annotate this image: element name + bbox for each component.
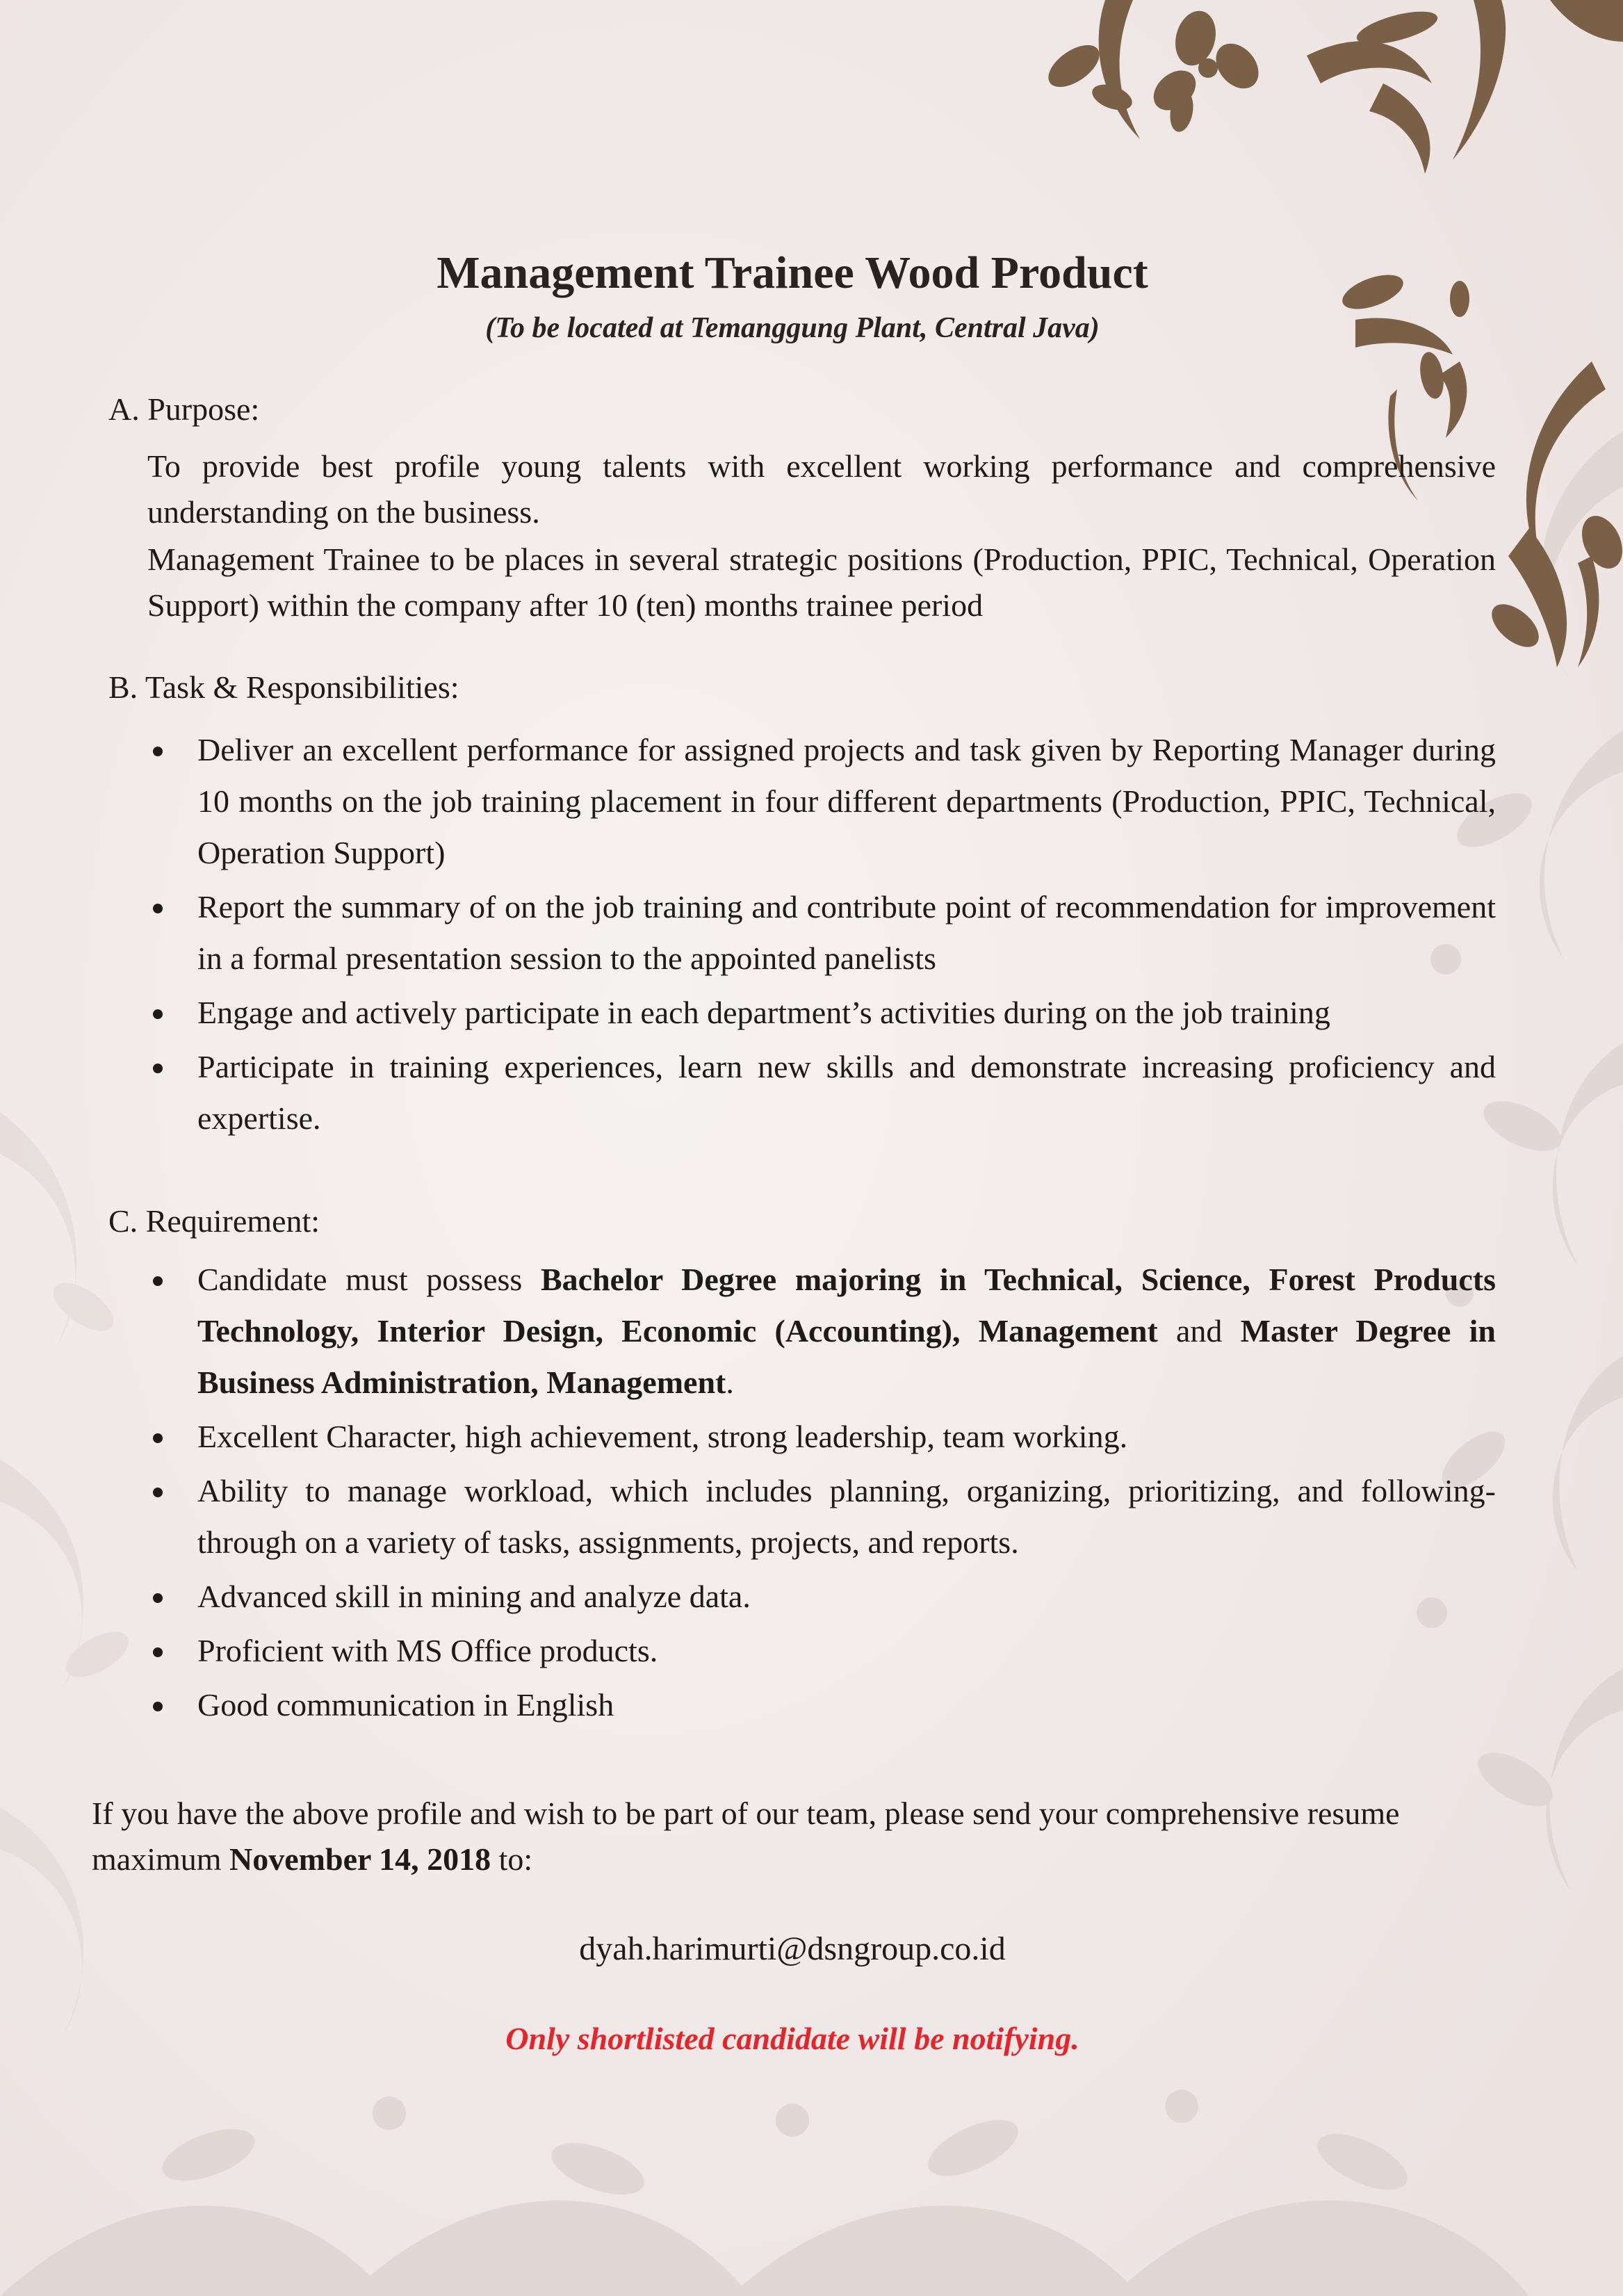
- closing-text: If you have the above profile and wish to be part of our team, please send your comprehensive resume maximum: [92, 1796, 1400, 1877]
- degree-prefix: Candidate must possess: [197, 1262, 541, 1297]
- list-item: Participate in training experiences, learn new skills and demonstrate increasing proficiency and expertise.: [147, 1041, 1496, 1144]
- requirement-list: [147, 1254, 1496, 1734]
- list-item: Report the summary of on the job training and contribute point of recommendation for improvement in a formal presentation session to the appointed panelists: [147, 881, 1496, 984]
- deadline: November 14, 2018: [229, 1841, 491, 1877]
- degree-majors: Bachelor Degree majoring in Technical, Science, Forest Products Technology, Interior Design, Economic (Accounting), Management: [197, 1262, 1496, 1349]
- master-degree: Master Degree in Business Administration, Management: [197, 1313, 1496, 1400]
- list-item: Ability to manage workload, which includes planning, organizing, prioritizing, and following-through on a variety of tasks, assignments, projects, and reports.: [147, 1465, 1496, 1568]
- degree-conjunction: and: [1157, 1313, 1241, 1349]
- list-item: Advanced skill in mining and analyze data.: [147, 1571, 1496, 1622]
- shortlist-notice: Only shortlisted candidate will be notifying.: [505, 2021, 1079, 2056]
- requirement-heading: C. Requirement:: [108, 1203, 320, 1239]
- list-item: Good communication in English: [147, 1679, 1496, 1731]
- list-item: Excellent Character, high achievement, strong leadership, team working.: [147, 1411, 1496, 1463]
- closing-paragraph: [92, 1791, 1496, 1882]
- page-title: Management Trainee Wood Product: [437, 247, 1148, 298]
- purpose-heading: A. Purpose:: [108, 391, 260, 427]
- tasks-heading: B. Task & Responsibilities:: [108, 669, 459, 705]
- tasks-list: [147, 724, 1496, 1147]
- list-item: Deliver an excellent performance for assigned projects and task given by Reporting Manager during 10 months on the job training placement in four different departments (Production, PPIC, Technical, Operation Support): [147, 724, 1496, 879]
- closing-suffix: to:: [491, 1841, 533, 1877]
- degree-suffix: .: [726, 1365, 734, 1400]
- location-subtitle: (To be located at Temanggung Plant, Central Java): [485, 312, 1100, 344]
- purpose-paragraph-1: To provide best profile young talents with excellent working performance and comprehensive understanding on the business.: [147, 448, 1496, 530]
- list-item: Proficient with MS Office products.: [147, 1625, 1496, 1677]
- list-item-degree: [147, 1254, 1496, 1408]
- contact-email[interactable]: dyah.harimurti@dsngroup.co.id: [579, 1930, 1006, 1967]
- purpose-paragraph-2: Management Trainee to be places in several strategic positions (Production, PPIC, Technical, Operation Support) within the company after 10 (ten) months trainee period: [147, 542, 1496, 623]
- list-item: Engage and actively participate in each department’s activities during on the job training: [147, 987, 1496, 1039]
